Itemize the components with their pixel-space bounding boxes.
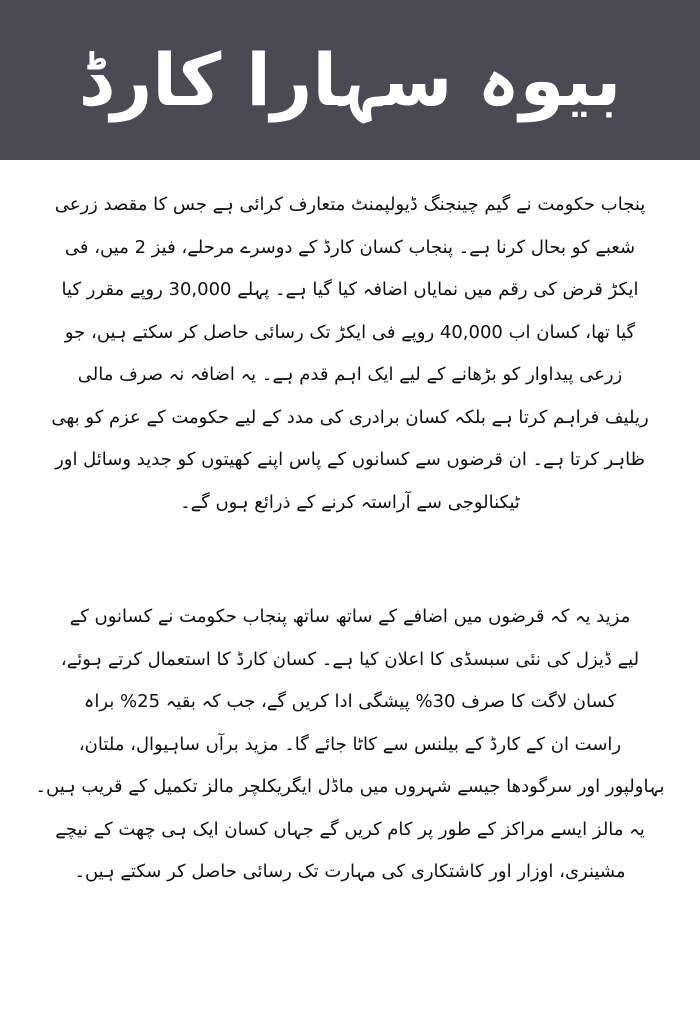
text-line: راست ان کے کارڈ کے بیلنس سے کاٹا جائے گا۔ مزید برآں ساہیوال، ملتان، xyxy=(78,733,622,755)
text-line: ظاہر کرتا ہے۔ ان قرضوں سے کسانوں کے پاس اپنے کھیتوں کو جدید وسائل اور xyxy=(55,449,645,470)
text-line: کسان لاگت کا صرف 30% پیشگی ادا کریں گے، جب کہ بقیہ 25% براہ xyxy=(83,691,617,712)
text-line: بہاولپور اور سرگودھا جیسے شہروں میں ماڈل ایگریکلچر مالز تکمیل کے قریب ہیں۔ xyxy=(35,776,665,797)
text-line: ایکڑ قرض کی رقم میں نمایاں اضافہ کیا گیا ہے۔ پہلے 30,000 روپے مقرر کیا xyxy=(61,279,639,300)
text-line: مزید یہ کہ قرضوں میں اضافے کے ساتھ ساتھ پنجاب حکومت نے کسانوں کے xyxy=(69,606,631,627)
text-line: پنجاب حکومت نے گیم چینجنگ ڈیولپمنٹ متعارف کرائی ہے جس کا مقصد زرعی xyxy=(54,194,646,215)
text-line: شعبے کو بحال کرنا ہے۔ پنجاب کسان کارڈ کے دوسرے مرحلے، فیز 2 میں، فی xyxy=(64,236,636,258)
paragraph-1 xyxy=(22,160,678,524)
text-line: زرعی پیداوار کو بڑھانے کے لیے ایک اہم قدم ہے۔ یہ اضافہ نہ صرف مالی xyxy=(77,364,623,385)
text-line: گیا تھا، کسان اب 40,000 روپے فی ایکڑ تک رسائی حاصل کر سکتے ہیں، جو xyxy=(64,321,636,343)
text-line: یہ مالز ایسے مراکز کے طور پر کام کریں گے جہاں کسان ایک ہی چھت کے نیچے xyxy=(55,818,645,840)
article-body xyxy=(0,160,700,894)
page-title: بیوہ سہارا کارڈ xyxy=(78,38,622,122)
text-line: مشینری، اوزار اور کاشتکاری کی مہارت تک رسائی حاصل کر سکتے ہیں۔ xyxy=(74,861,626,882)
text-line: لیے ڈیزل کی نئی سبسڈی کا اعلان کیا ہے۔ کسان کارڈ کا استعمال کرتے ہوئے، xyxy=(60,648,640,670)
text-line: ٹیکنالوجی سے آراستہ کرنے کے ذرائع ہوں گے۔ xyxy=(180,491,520,513)
text-line: ریلیف فراہم کرتا ہے بلکہ کسان برادری کی مدد کے لیے حکومت کے عزم کو بھی xyxy=(51,406,649,428)
paragraph-2 xyxy=(22,524,678,894)
header-banner xyxy=(0,0,700,160)
